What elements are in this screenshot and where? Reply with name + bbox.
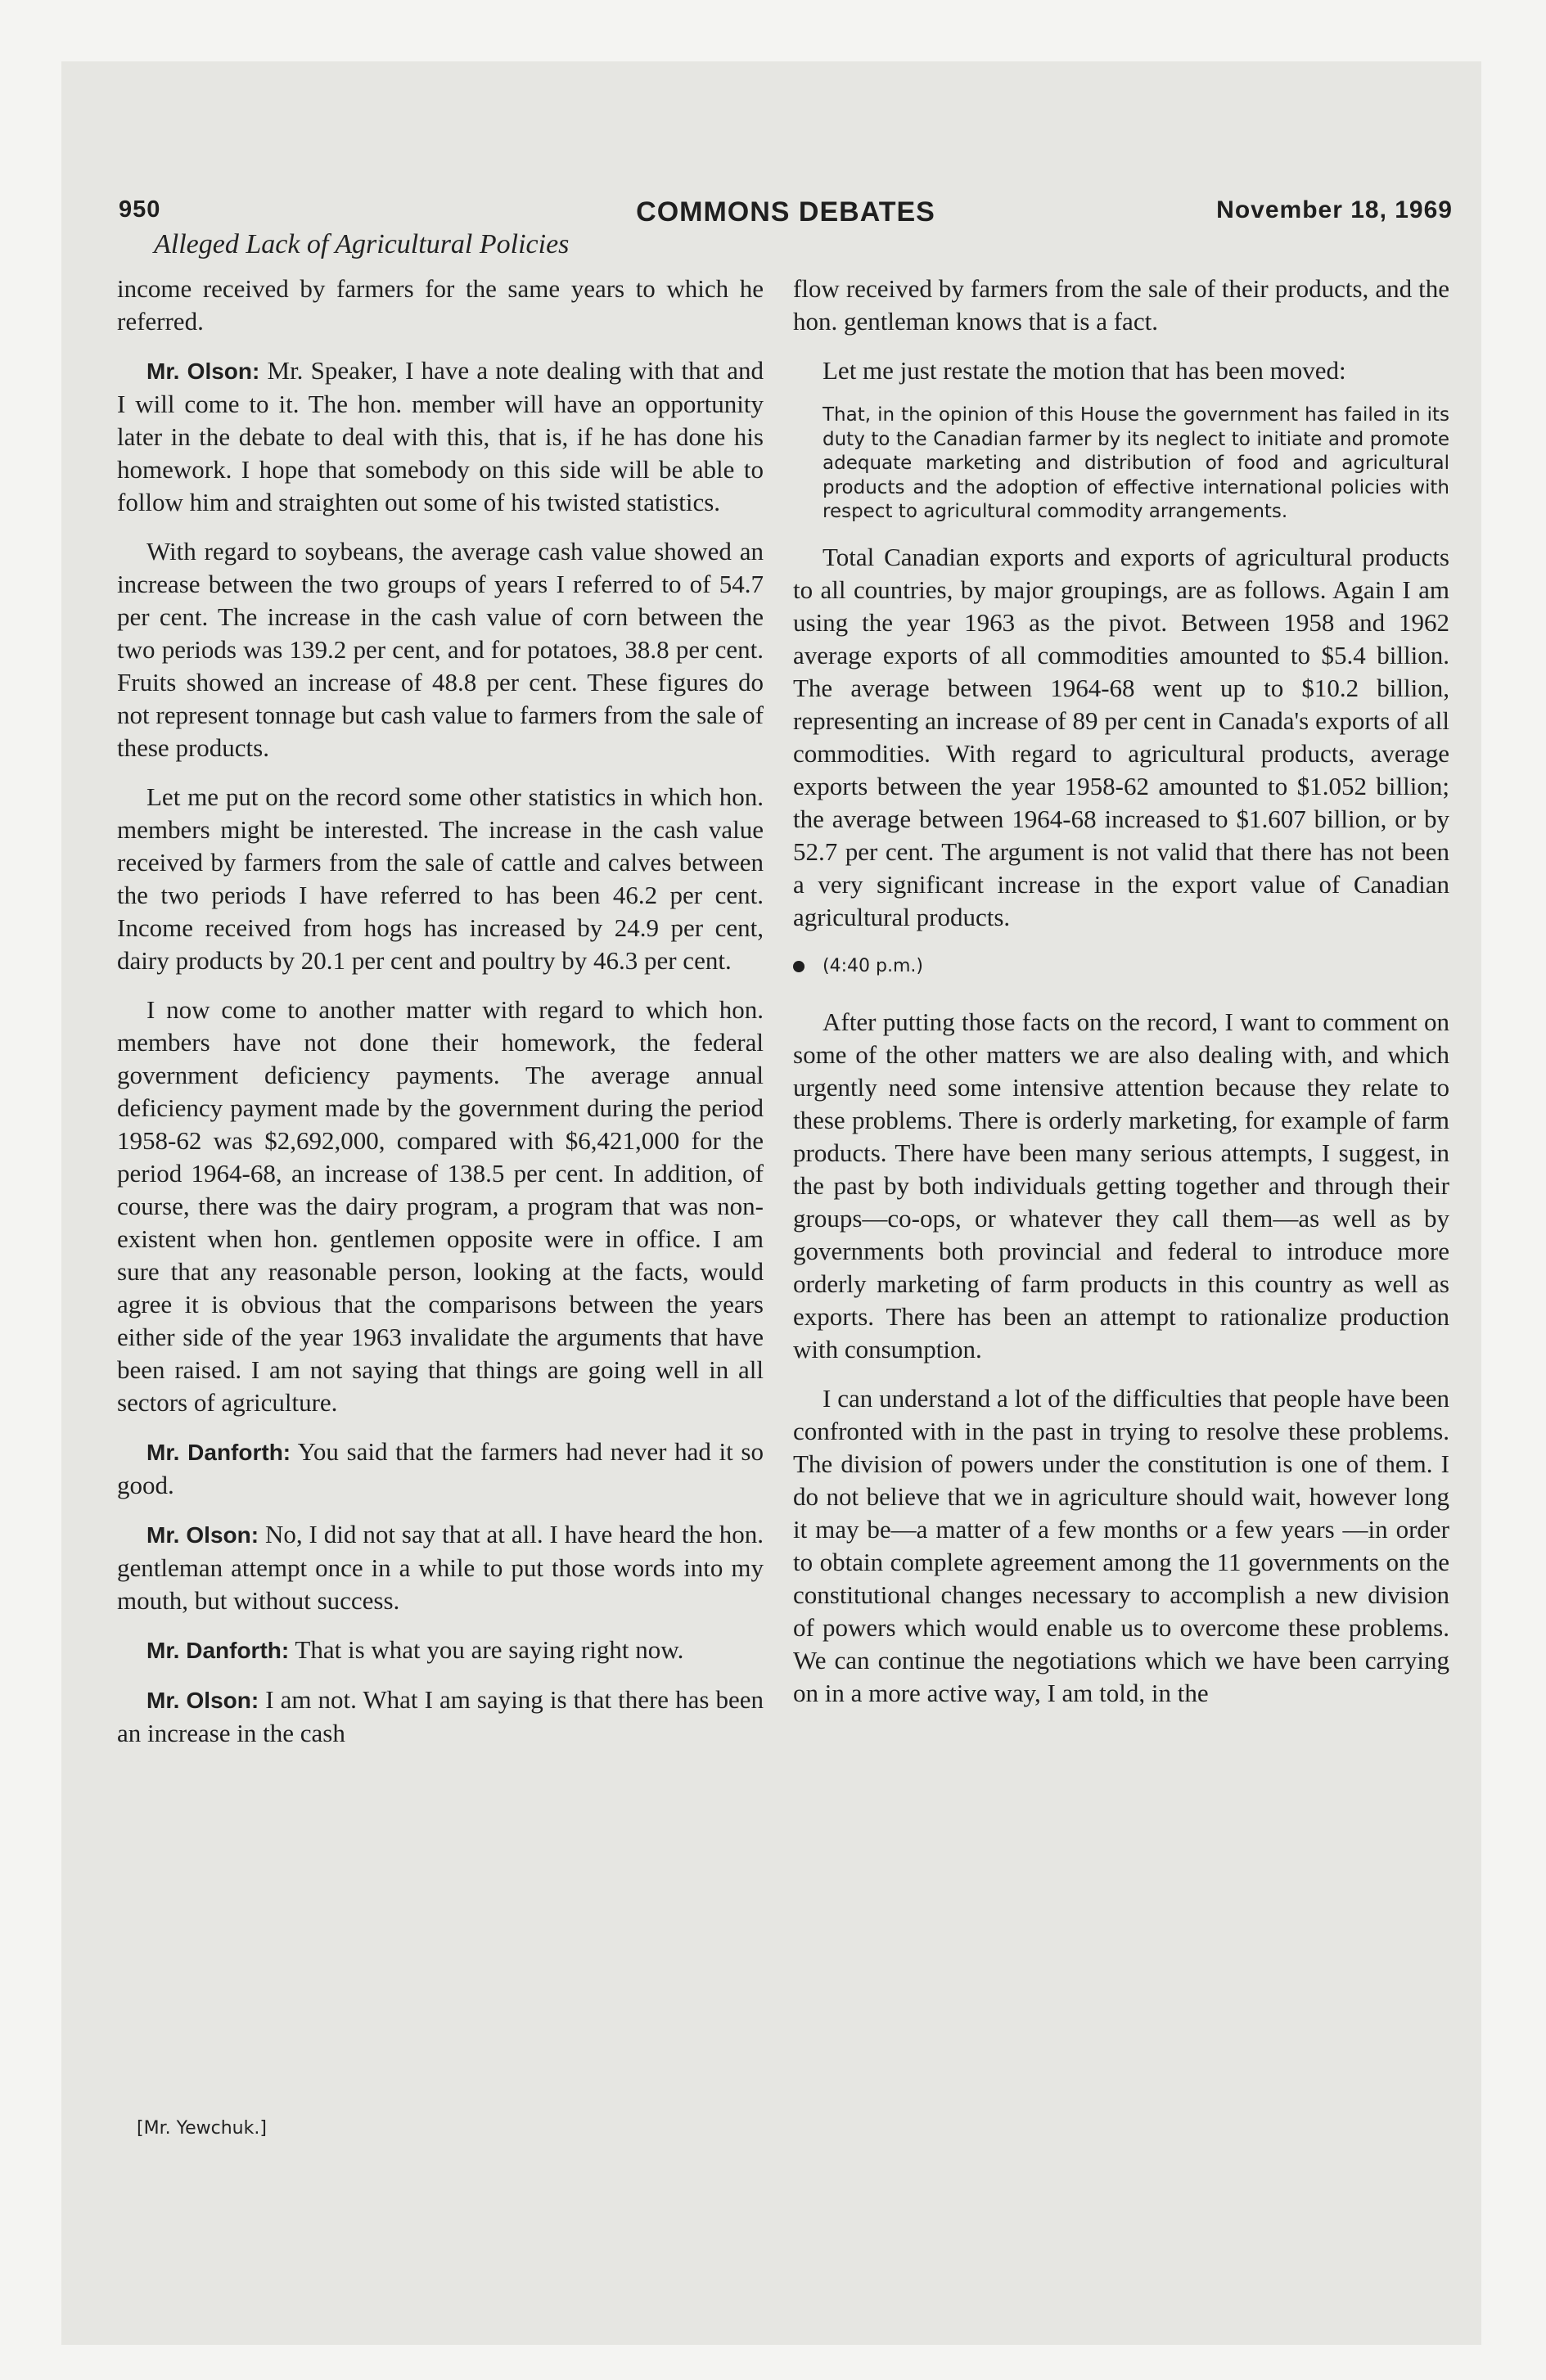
speaker-name: Mr. Olson: — [146, 1522, 259, 1548]
footer-note: [Mr. Yewchuk.] — [137, 2118, 267, 2139]
speech-text: You said that the farmers had never had it so good. — [117, 1437, 764, 1499]
speech-text: No, I did not say that at all. I have heard the hon. gentleman attempt once in a while to put those words into my mouth, but without success. — [117, 1520, 764, 1615]
speech-text: That is what you are saying right now. — [289, 1635, 684, 1664]
paragraph — [117, 1634, 764, 1667]
paragraph — [117, 1436, 764, 1502]
motion-quote — [793, 403, 1449, 525]
speaker-name: Mr. Danforth: — [146, 1440, 291, 1465]
paragraph: Let me just restate the motion that has been moved: — [823, 356, 1346, 385]
speaker-name: Mr. Olson: — [146, 1688, 259, 1713]
paragraph: Let me put on the record some other statistics in which hon. members might be interested. The increase in the cash value received by farmers from the sale of cattle and calves between the two periods I have referred to has been 46.2 per cent. Income received from hogs has increased by 24.9 per cent, dairy products by 20.1 per cent and poultry by 46.3 per cent. — [117, 782, 764, 975]
paragraph: After putting those facts on the record, I want to comment on some of the other matters we are also dealing with, and which urgently need some intensive attention because they relate to these problems. There is orderly marketing, for example of farm products. There have been many serious attempts, I suggest, in the past by both individuals getting together and through their groups—co-ops, or whatever they call them—as well as by governments both provincial and federal to introduce more orderly marketing of farm products in this country as well as exports. There has been an attempt to rationalize production with consumption. — [793, 1007, 1449, 1364]
paragraph: I now come to another matter with regard to which hon. members have not done their homework, the federal government deficiency payments. The average annual deficiency payment made by the government during the period 1958-62 was $2,692,000, compared with $6,421,000 for the period 1964-68, an increase of 138.5 per cent. In addition, of course, there was the dairy program, a program that was non-existent when hon. gentlemen opposite were in office. I am sure that any reasonable person, looking at the facts, would agree it is obvious that the comparisons between the years either side of the year 1963 invalidate the arguments that have been raised. I am not saying that things are going well in all sectors of agriculture. — [117, 995, 764, 1417]
paragraph: Total Canadian exports and exports of agricultural products to all countries, by major groupings, are as follows. Again I am using the year 1963 as the pivot. Between 1958 and 1962 average exports of all commodities amounted to $5.4 billion. The average between 1964-68 went up to $10.2 billion, representing an increase of 89 per cent in Canada's exports of all commodities. With regard to agricultural products, average exports between the year 1958-62 amounted to $1.052 billion; the average between 1964-68 increased to $1.607 billion, or by 52.7 per cent. The argument is not valid that there has not been a very significant increase in the export value of Canadian agricultural products. — [793, 542, 1449, 931]
paragraph — [117, 1684, 764, 1750]
timestamp — [793, 950, 1449, 983]
paragraph: income received by farmers for the same years to which he referred. — [117, 274, 764, 336]
timestamp-text: (4:40 p.m.) — [823, 955, 923, 976]
speaker-name: Mr. Danforth: — [146, 1638, 290, 1663]
paragraph: flow received by farmers from the sale of their products, and the hon. gentleman knows that is a fact. — [793, 274, 1449, 336]
paragraph — [117, 354, 764, 519]
page-number: 950 — [119, 196, 161, 223]
right-column — [793, 273, 1449, 1726]
speaker-name: Mr. Olson: — [146, 358, 260, 384]
page-header — [119, 196, 1453, 232]
paragraph — [117, 1518, 764, 1617]
speech-text: I am not. What I am saying is that there has been an increase in the cash — [117, 1685, 764, 1747]
header-date: November 18, 1969 — [1216, 196, 1453, 223]
bullet-icon — [793, 961, 805, 972]
speech-text: Mr. Speaker, I have a note dealing with that and I will come to it. The hon. member will have an opportunity later in the debate to deal with this, that is, if he has done his homework. I hope that somebody on this side will be able to follow him and straighten out some of his twisted statistics. — [117, 356, 764, 516]
journal-title: COMMONS DEBATES — [636, 196, 935, 228]
left-column — [117, 273, 764, 1766]
paragraph: With regard to soybeans, the average cash value showed an increase between the two groups of years I referred to of 54.7 per cent. The increase in the cash value of corn between the two periods was 139.2 per cent, and for potatoes, 38.8 per cent. Fruits showed an increase of 48.8 per cent. These figures do not represent tonnage but cash value to farmers from the sale of these products. — [117, 537, 764, 762]
quote-text: That, in the opinion of this House the government has failed in its duty to the Canadian farmer by its neglect to initiate and promote adequate marketing and distribution of food and agricultural products and the adoption of effective international policies with respect to agricultural commodity arrangements. — [823, 404, 1449, 522]
running-title: Alleged Lack of Agricultural Policies — [154, 229, 570, 259]
paragraph: I can understand a lot of the difficulties that people have been confronted with in the past in trying to resolve these problems. The division of powers under the constitution is one of them. I do not believe that we in agriculture should wait, however long it may be—a matter of a few months or a few years —in order to obtain complete agreement among the 11 governments on the constitutional changes necessary to accomplish a new division of powers which would enable us to overcome these problems. We can continue the negotiations which we have been carrying on in a more active way, I am told, in the — [793, 1383, 1449, 1707]
